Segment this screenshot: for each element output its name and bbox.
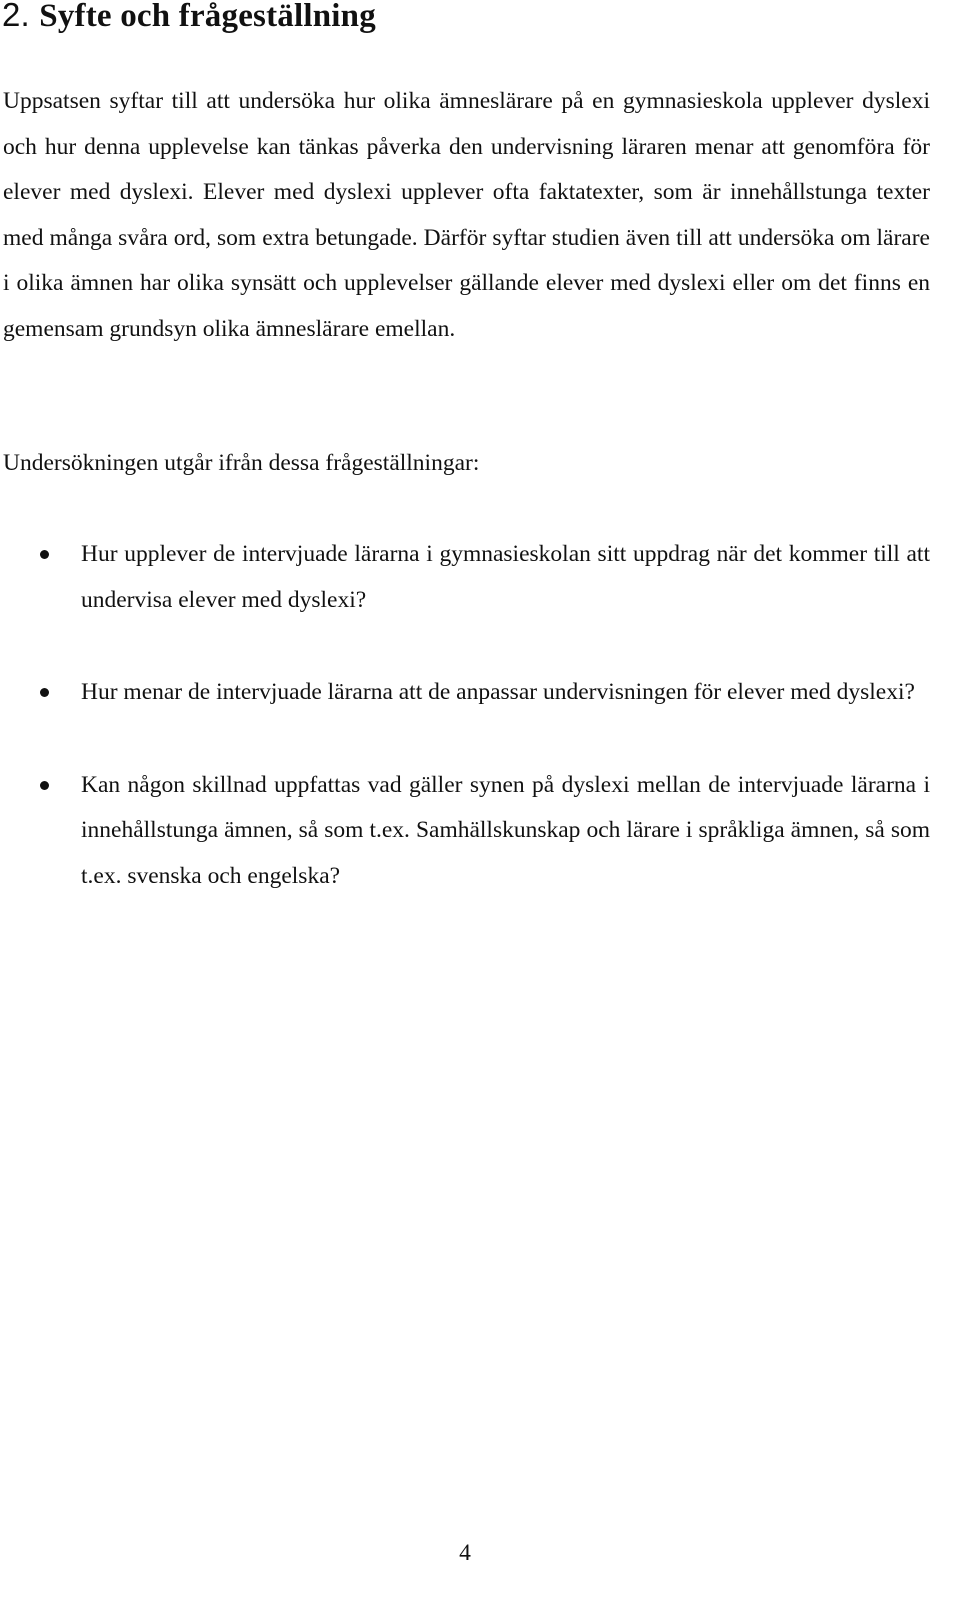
question-text: Hur menar de intervjuade lärarna att de anpassar undervisningen för elever med dyslexi? xyxy=(81,679,915,705)
bullet-icon xyxy=(40,688,49,697)
list-item xyxy=(0,763,930,900)
list-item xyxy=(0,532,930,623)
section-title: Syfte och frågeställning xyxy=(39,0,376,34)
purpose-paragraph: Uppsatsen syftar till att undersöka hur olika ämneslärare på en gymnasieskola upplever dyslexi och hur denna upplevelse kan tänkas påverka den undervisning läraren menar att genomföra för elever med dyslexi. Elever med dyslexi upplever ofta faktatexter, som är innehållstunga texter med många svåra ord, som extra betungade. Därför syftar studien även till att undersöka om lärare i olika ämnen har olika synsätt och upplevelser gällande elever med dyslexi eller om det finns en gemensam grundsyn olika ämneslärare emellan. xyxy=(3,88,930,342)
section-number: 2. xyxy=(2,0,30,33)
question-text: Hur upplever de intervjuade lärarna i gymnasieskolan sitt uppdrag när det kommer till att undervisa elever med dyslexi? xyxy=(81,541,930,613)
bullet-icon xyxy=(40,550,49,559)
section-heading xyxy=(2,0,376,35)
page-number: 4 xyxy=(459,1540,471,1566)
question-text: Kan någon skillnad uppfattas vad gäller synen på dyslexi mellan de intervjuade lärarna i innehållstunga ämnen, så som t.ex. Samhällskunskap och lärare i språkliga ämnen, så som t.ex. svenska och engelska? xyxy=(81,771,930,889)
list-item xyxy=(0,670,930,716)
research-questions-list xyxy=(0,532,930,946)
bullet-icon xyxy=(40,781,49,790)
questions-intro: Undersökningen utgår ifrån dessa frågeställningar: xyxy=(3,450,480,476)
